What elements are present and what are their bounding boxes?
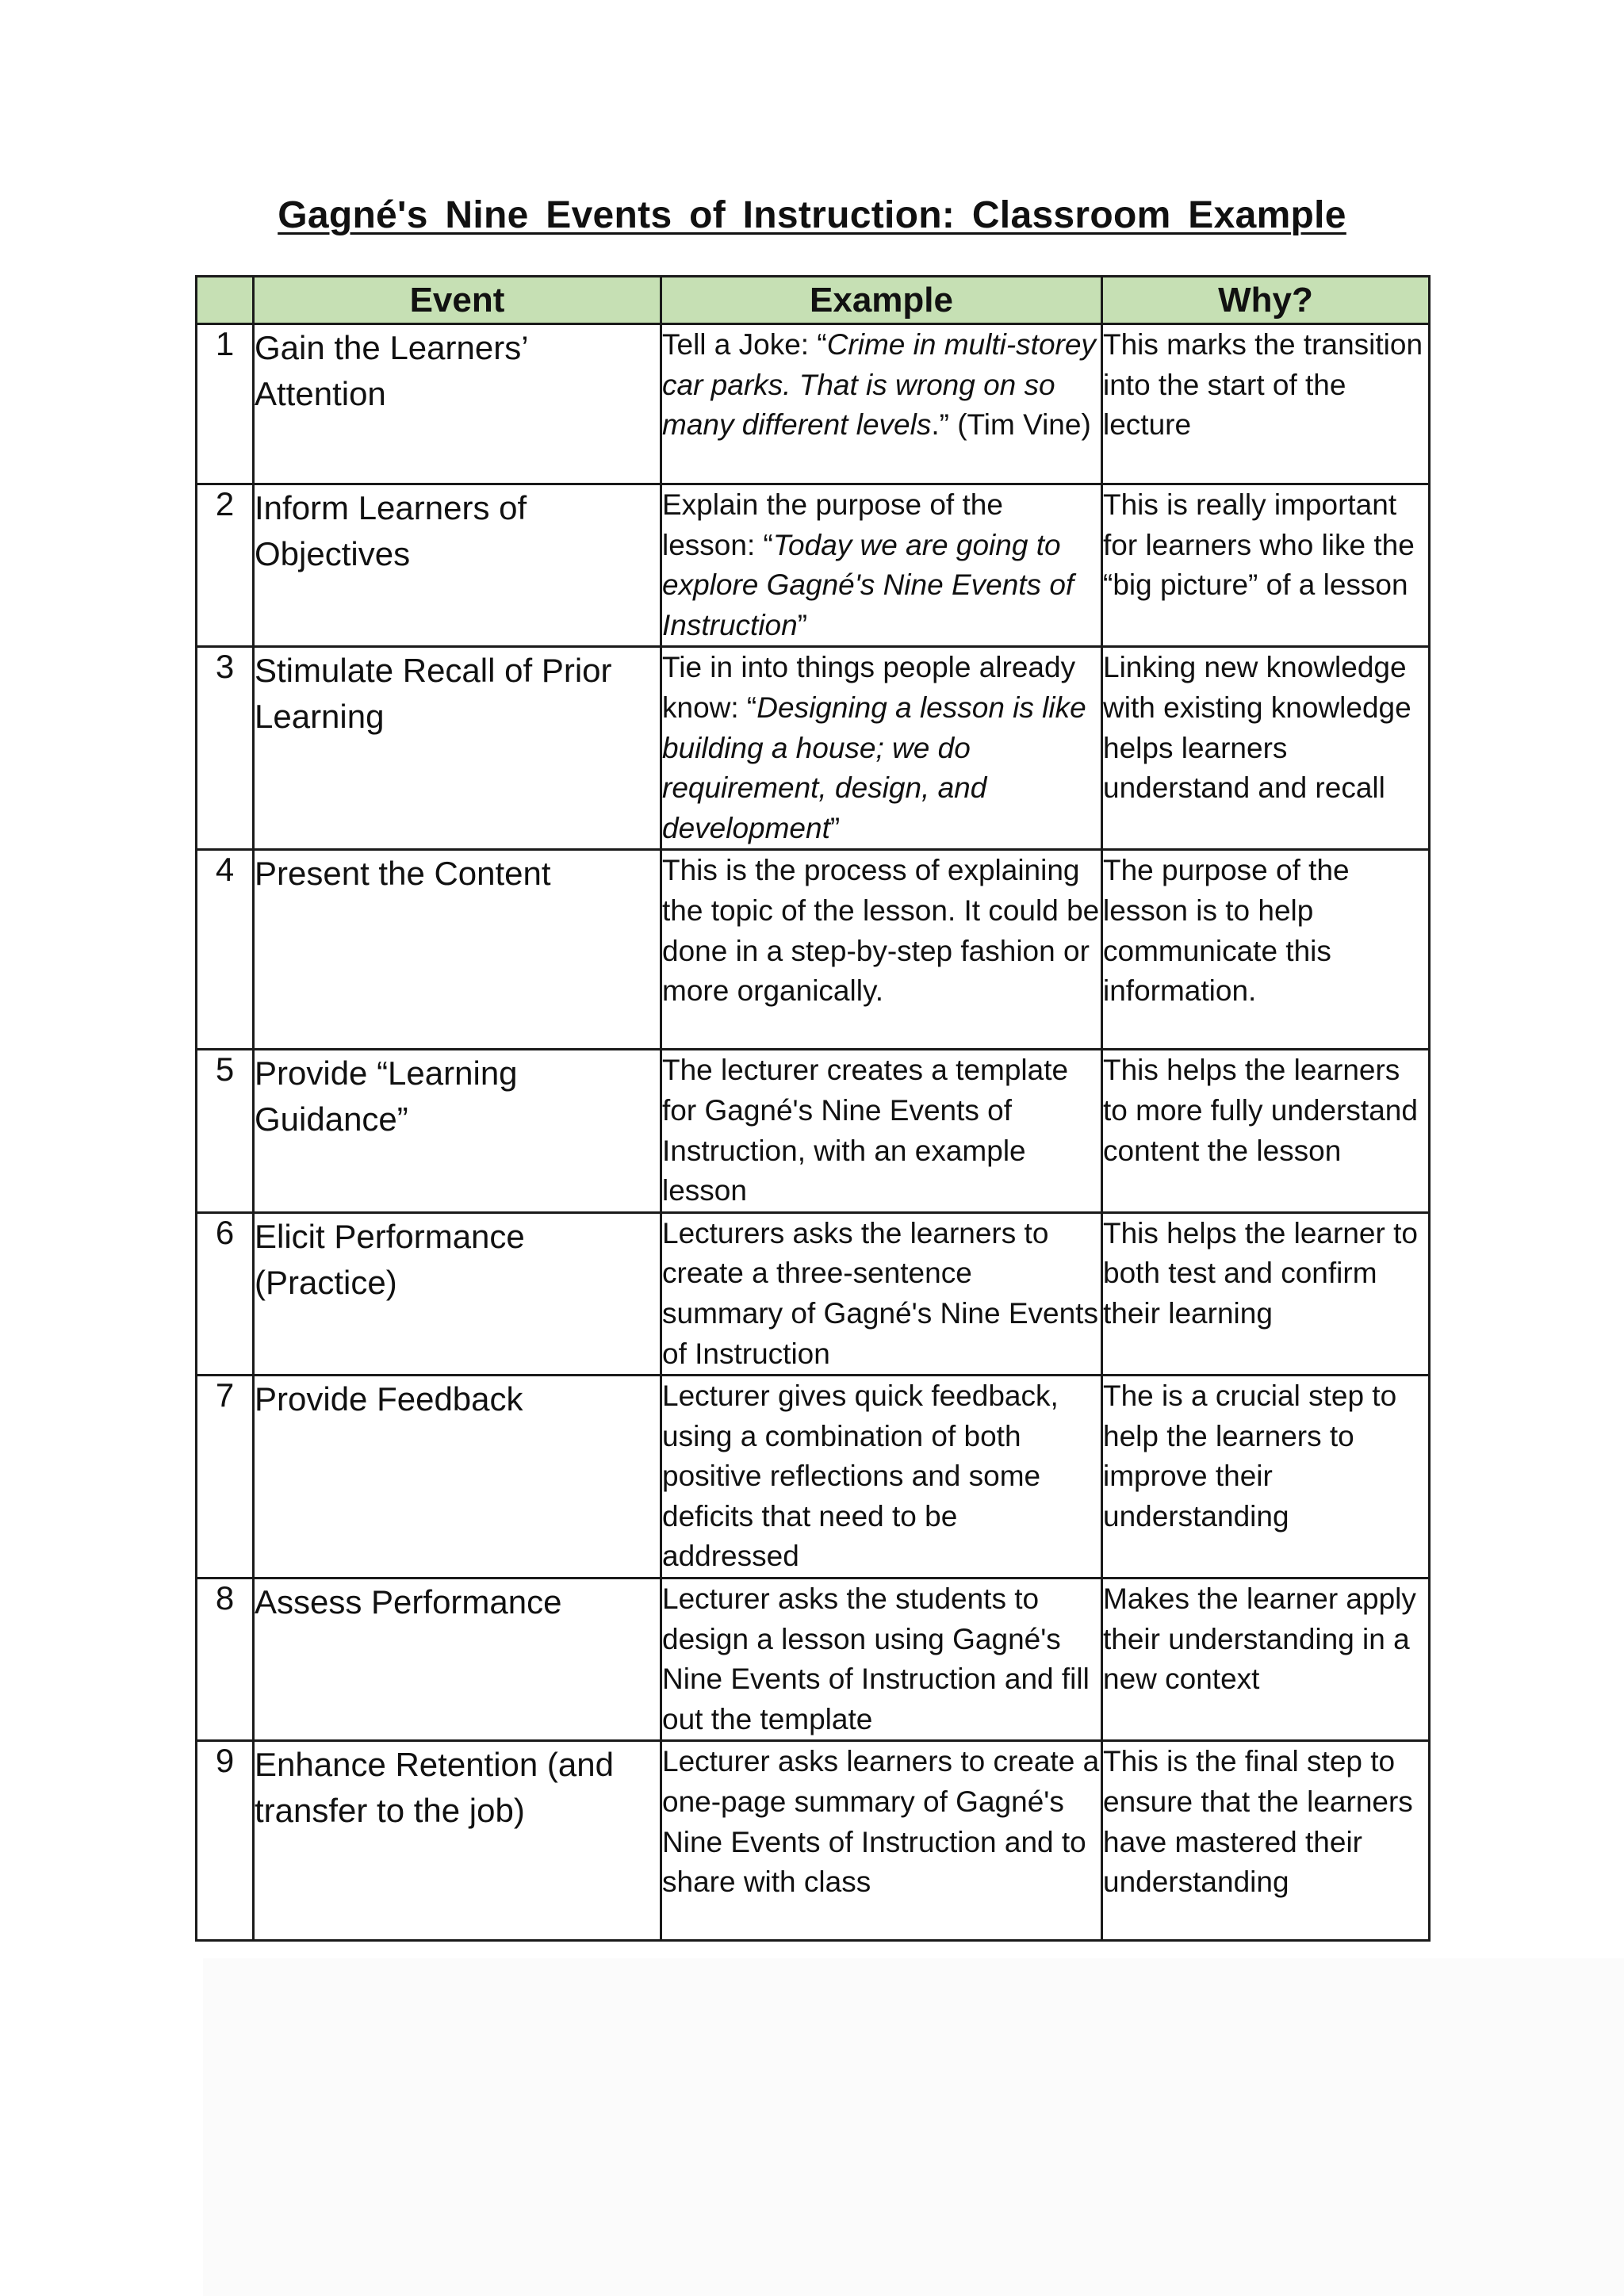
example-text: Lecturer asks the students to design a lesson using Gagné's Nine Events of Instruction and fill out the template: [662, 1582, 1090, 1735]
header-why: Why?: [1102, 277, 1430, 324]
example-text-end: ”: [797, 608, 808, 641]
event-number: 5: [197, 1050, 254, 1212]
event-example: [661, 1050, 1102, 1212]
event-example: [661, 1212, 1102, 1375]
table-row: [197, 324, 1430, 484]
example-text: Explain the purpose of the lesson: “: [662, 488, 1003, 561]
event-name: Assess Performance: [254, 1578, 661, 1741]
example-text: Tie in into things people already know: “: [662, 651, 1076, 724]
event-why: This helps the learner to both test and confirm their learning: [1102, 1212, 1430, 1375]
page-background-shade: [203, 1958, 1624, 2296]
event-why: This is really important for learners who like the “big picture” of a lesson: [1102, 484, 1430, 647]
table-row: [197, 484, 1430, 647]
table-header-row: [197, 277, 1430, 324]
example-text-end: .” (Tim Vine): [931, 408, 1091, 442]
header-number: [197, 277, 254, 324]
event-name: Present the Content: [254, 850, 661, 1050]
event-why: Makes the learner apply their understanding in a new context: [1102, 1578, 1430, 1741]
event-number: 4: [197, 850, 254, 1050]
example-text: Tell a Joke: “: [662, 328, 827, 361]
example-quote: Today we are going to explore Gagné's Nine Events of Instruction: [662, 528, 1074, 641]
event-name: Elicit Performance (Practice): [254, 1212, 661, 1375]
event-example: [661, 1741, 1102, 1941]
event-example: [661, 647, 1102, 850]
event-name: Enhance Retention (and transfer to the job): [254, 1741, 661, 1941]
example-quote: Designing a lesson is like building a house; we do requirement, design, and development: [662, 691, 1086, 844]
event-name: Provide “Learning Guidance”: [254, 1050, 661, 1212]
event-name: Gain the Learners’ Attention: [254, 324, 661, 484]
event-number: 6: [197, 1212, 254, 1375]
table-row: [197, 1050, 1430, 1212]
example-text: This is the process of explaining the topic of the lesson. It could be done in a step-by-step fashion or more organically.: [662, 854, 1100, 1008]
table-row: [197, 850, 1430, 1050]
example-quote: Crime in multi-storey car parks. That is wrong on so many different levels: [662, 328, 1096, 442]
event-name: Provide Feedback: [254, 1376, 661, 1578]
event-example: [661, 324, 1102, 484]
event-number: 3: [197, 647, 254, 850]
event-example: [661, 850, 1102, 1050]
event-why: The is a crucial step to help the learners to improve their understanding: [1102, 1376, 1430, 1578]
event-number: 8: [197, 1578, 254, 1741]
page-title: Gagné's Nine Events of Instruction: Classroom Example: [278, 194, 1346, 236]
table-row: [197, 647, 1430, 850]
event-why: This marks the transition into the start of the lecture: [1102, 324, 1430, 484]
event-example: [661, 1376, 1102, 1578]
event-example: [661, 1578, 1102, 1741]
event-name: Inform Learners of Objectives: [254, 484, 661, 647]
example-text: Lecturer gives quick feedback, using a combination of both positive reflections and some deficits that need to be addressed: [662, 1380, 1059, 1573]
table-row: [197, 1741, 1430, 1941]
event-why: The purpose of the lesson is to help communicate this information.: [1102, 850, 1430, 1050]
events-table: [195, 275, 1431, 1942]
table-row: [197, 1578, 1430, 1741]
event-number: 2: [197, 484, 254, 647]
event-why: This is the final step to ensure that the learners have mastered their understanding: [1102, 1741, 1430, 1941]
event-why: This helps the learners to more fully understand content the lesson: [1102, 1050, 1430, 1212]
example-text-end: ”: [829, 811, 841, 844]
table-row: [197, 1376, 1430, 1578]
header-event: Event: [254, 277, 661, 324]
header-example: Example: [661, 277, 1102, 324]
table-row: [197, 1212, 1430, 1375]
event-why: Linking new knowledge with existing knowledge helps learners understand and recall: [1102, 647, 1430, 850]
example-text: The lecturer creates a template for Gagné's Nine Events of Instruction, with an example lesson: [662, 1054, 1069, 1207]
event-example: [661, 484, 1102, 647]
example-text: Lecturer asks learners to create a one-page summary of Gagné's Nine Events of Instruction and to share with class: [662, 1745, 1100, 1899]
event-number: 1: [197, 324, 254, 484]
event-number: 7: [197, 1376, 254, 1578]
example-text: Lecturers asks the learners to create a three-sentence summary of Gagné's Nine Events of Instruction: [662, 1216, 1098, 1370]
event-name: Stimulate Recall of Prior Learning: [254, 647, 661, 850]
event-number: 9: [197, 1741, 254, 1941]
